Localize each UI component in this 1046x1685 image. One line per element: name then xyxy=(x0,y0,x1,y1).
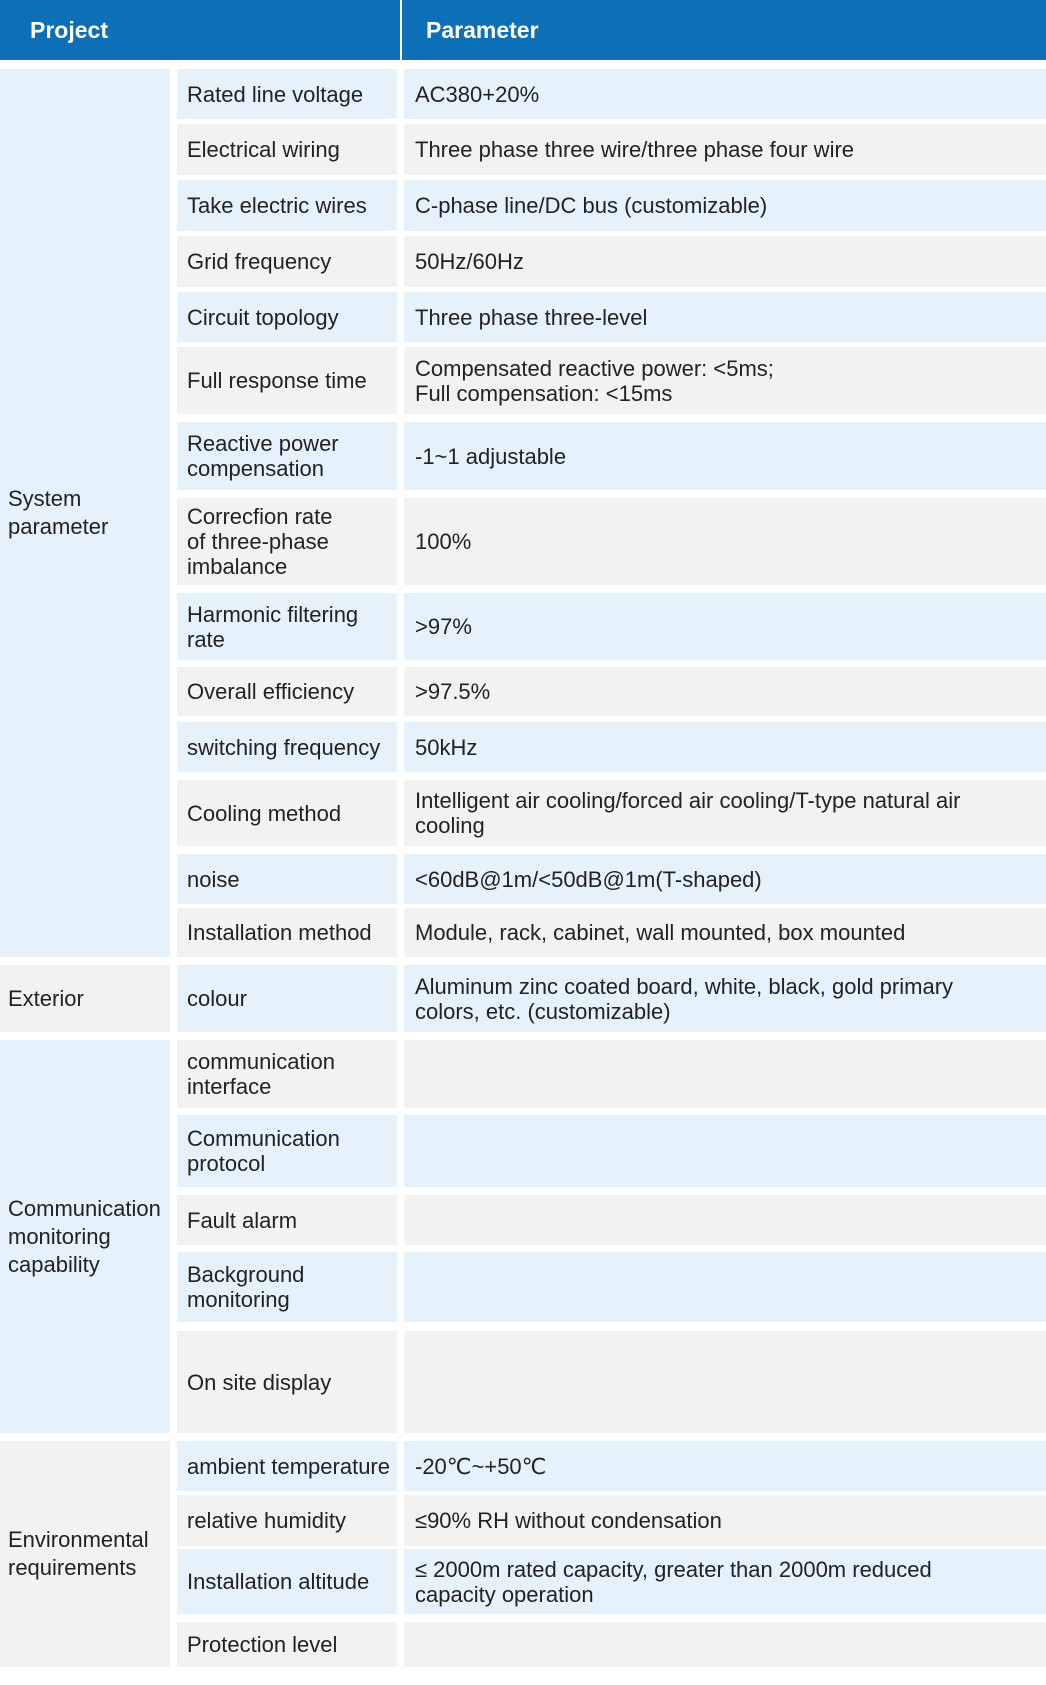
row-item-label: Take electric wires xyxy=(177,180,397,231)
row-parameter-value: C-phase line/DC bus (customizable) xyxy=(404,180,1046,231)
row-item-label: communication interface xyxy=(177,1040,397,1108)
row-item-label: switching frequency xyxy=(177,722,397,772)
row-item-label: On site display xyxy=(177,1331,397,1433)
row-item-label: relative humidity xyxy=(177,1495,397,1546)
row-parameter-value: <60dB@1m/<50dB@1m(T-shaped) xyxy=(404,854,1046,904)
row-item-label: Circuit topology xyxy=(177,292,397,342)
group-environmental: Environmental requirements xyxy=(0,1441,170,1667)
header-project: Project xyxy=(0,0,400,60)
row-item-label: Installation method xyxy=(177,908,397,957)
row-item-label: Electrical wiring xyxy=(177,124,397,175)
header-parameter: Parameter xyxy=(402,0,1046,60)
row-parameter-value xyxy=(404,1331,1046,1433)
row-parameter-value: ≤90% RH without condensation xyxy=(404,1495,1046,1546)
row-parameter-value: Module, rack, cabinet, wall mounted, box mounted xyxy=(404,908,1046,957)
row-parameter-value: AC380+20% xyxy=(404,69,1046,119)
row-item-label: Installation altitude xyxy=(177,1549,397,1614)
row-item-label: Grid frequency xyxy=(177,236,397,287)
row-parameter-value xyxy=(404,1115,1046,1187)
group-system-parameter: System parameter xyxy=(0,69,170,957)
row-parameter-value: Three phase three-level xyxy=(404,292,1046,342)
row-parameter-value: Aluminum zinc coated board, white, black, gold primary colors, etc. (customizable) xyxy=(404,965,1046,1032)
row-item-label: Harmonic filtering rate xyxy=(177,593,397,660)
row-item-label: Correcfion rate of three-phase imbalance xyxy=(177,498,397,585)
row-parameter-value xyxy=(404,1195,1046,1245)
row-parameter-value: 50Hz/60Hz xyxy=(404,236,1046,287)
row-item-label: Background monitoring xyxy=(177,1252,397,1322)
group-communication: Communication monitoring capability xyxy=(0,1040,170,1433)
row-item-label: noise xyxy=(177,854,397,904)
row-parameter-value: 100% xyxy=(404,498,1046,585)
row-parameter-value xyxy=(404,1040,1046,1108)
row-item-label: colour xyxy=(177,965,397,1032)
row-parameter-value: 50kHz xyxy=(404,722,1046,772)
row-item-label: Full response time xyxy=(177,347,397,414)
row-parameter-value xyxy=(404,1622,1046,1667)
row-parameter-value: -1~1 adjustable xyxy=(404,422,1046,490)
row-item-label: Protection level xyxy=(177,1622,397,1667)
row-item-label: Communication protocol xyxy=(177,1115,397,1187)
row-item-label: Rated line voltage xyxy=(177,69,397,119)
row-parameter-value: -20℃~+50℃ xyxy=(404,1441,1046,1491)
row-parameter-value: >97.5% xyxy=(404,667,1046,716)
row-item-label: Reactive power compensation xyxy=(177,422,397,490)
row-parameter-value xyxy=(404,1252,1046,1322)
row-parameter-value: ≤ 2000m rated capacity, greater than 2000m reduced capacity operation xyxy=(404,1549,1046,1614)
row-parameter-value: >97% xyxy=(404,593,1046,660)
row-item-label: Overall efficiency xyxy=(177,667,397,716)
row-item-label: Cooling method xyxy=(177,780,397,846)
row-item-label: Fault alarm xyxy=(177,1195,397,1245)
row-item-label: ambient temperature xyxy=(177,1441,397,1491)
group-exterior: Exterior xyxy=(0,965,170,1032)
row-parameter-value: Three phase three wire/three phase four wire xyxy=(404,124,1046,175)
row-parameter-value: Compensated reactive power: <5ms; Full compensation: <15ms xyxy=(404,347,1046,414)
row-parameter-value: Intelligent air cooling/forced air cooling/T-type natural air cooling xyxy=(404,780,1046,846)
